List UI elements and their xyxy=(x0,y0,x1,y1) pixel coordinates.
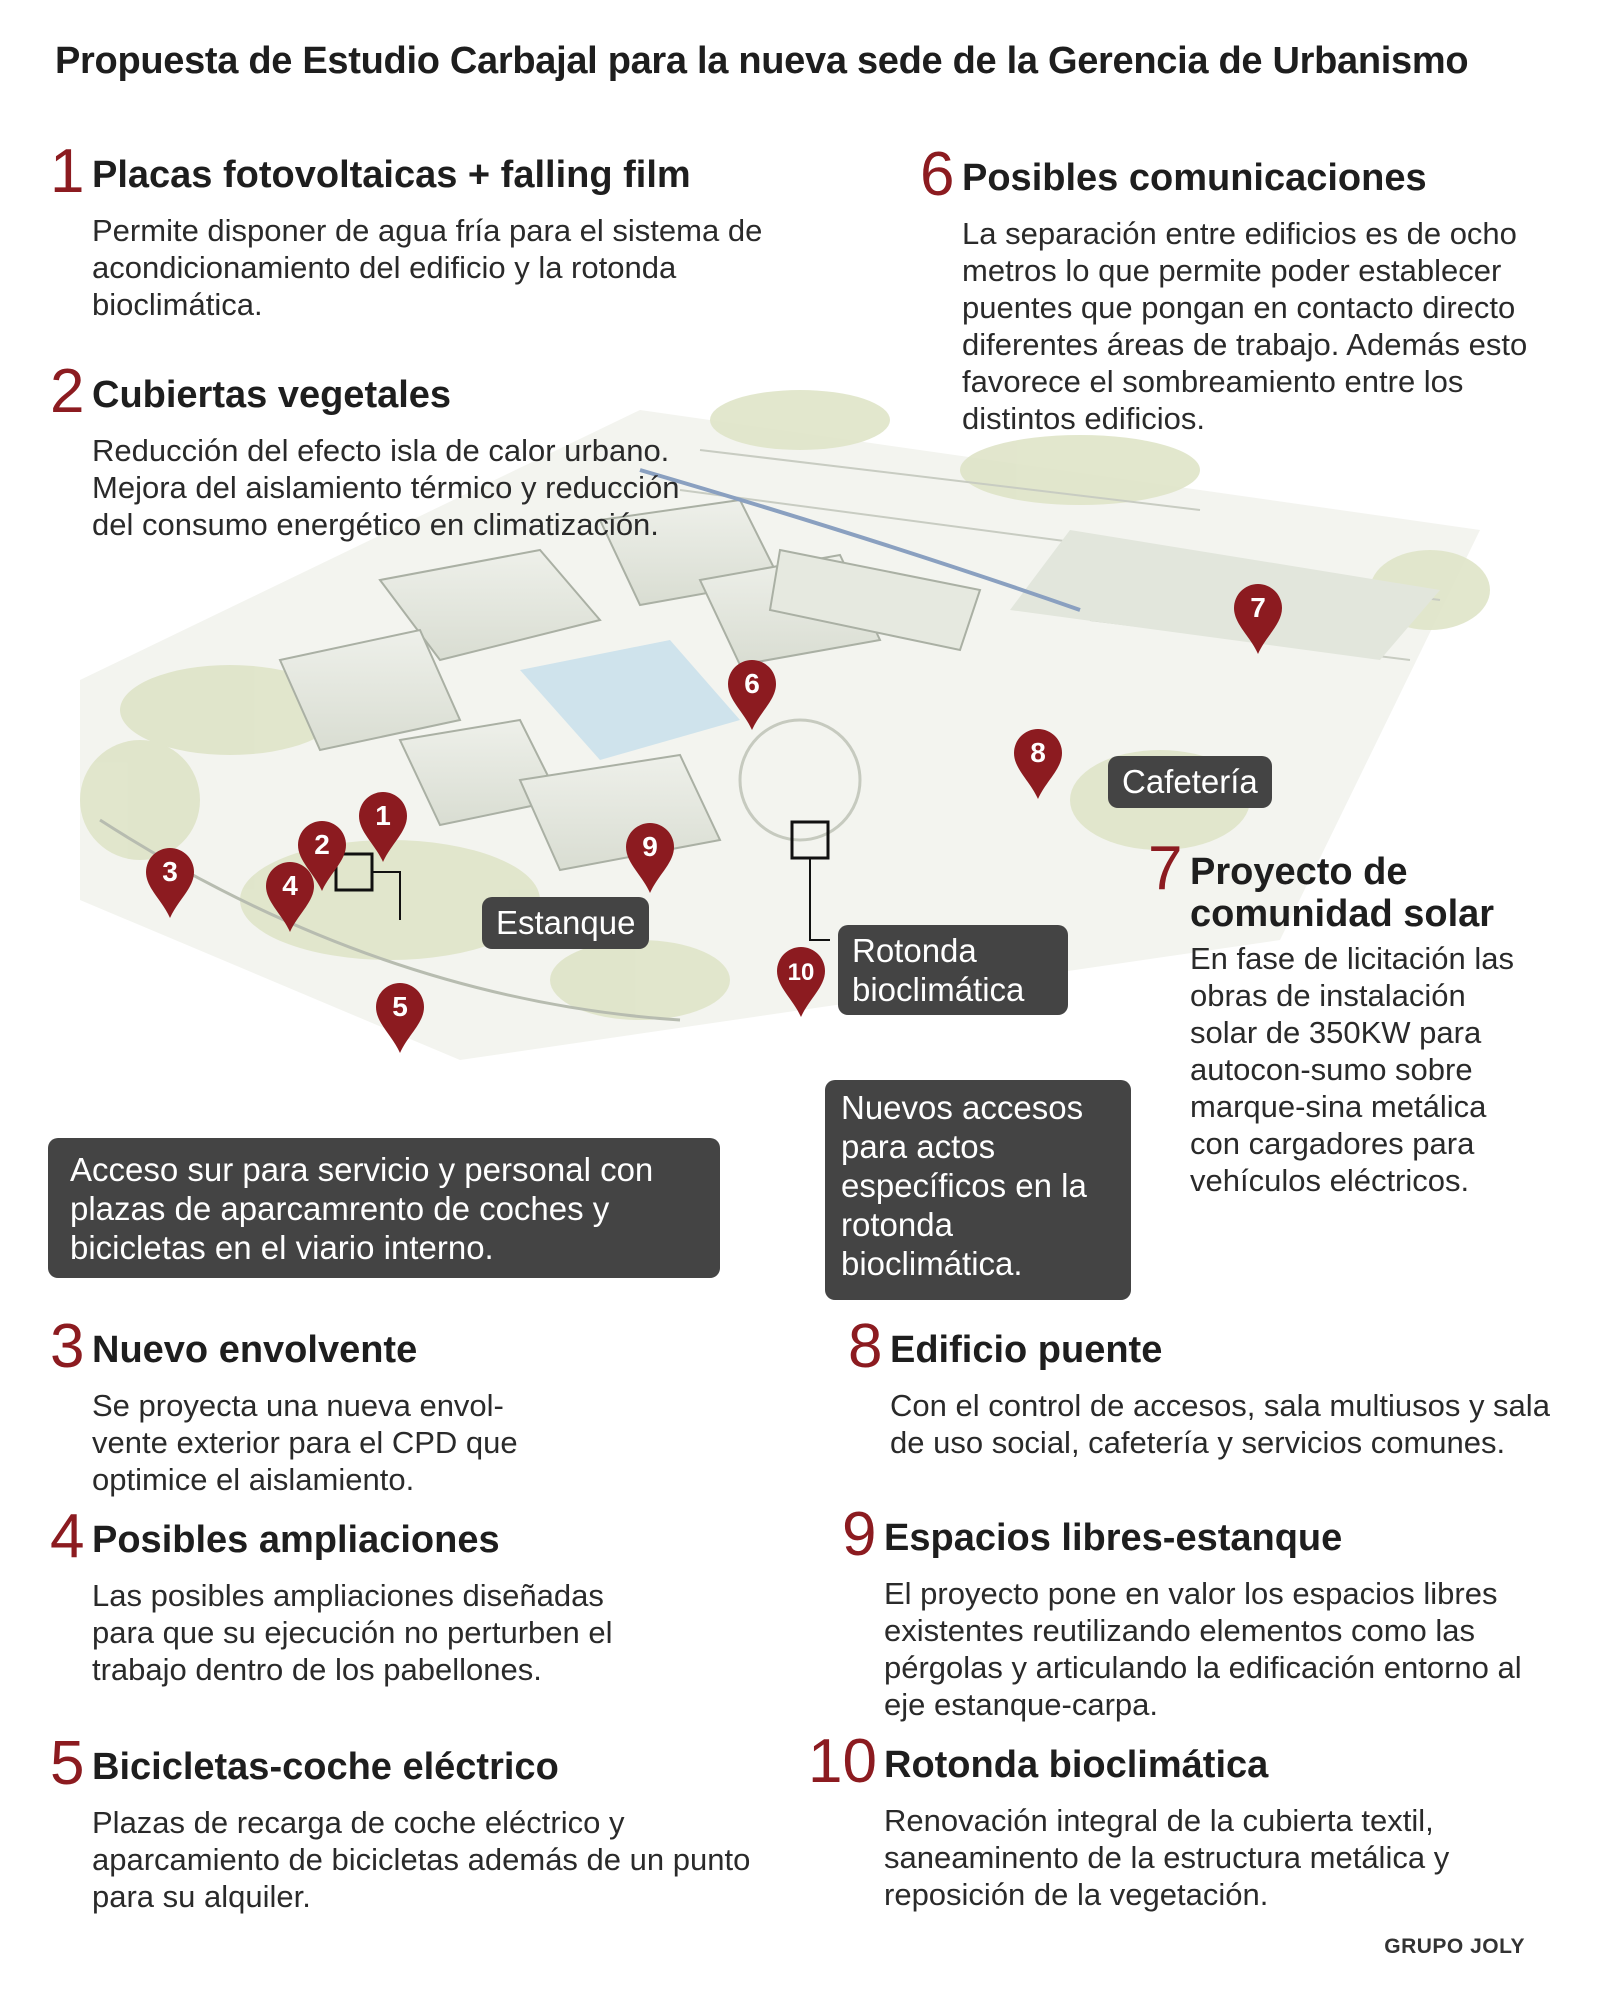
map-pin-label: 1 xyxy=(375,800,391,831)
nuevos-accesos-label: Nuevos accesos para actos específicos en la rotonda bioclimática. xyxy=(825,1080,1131,1300)
item-heading: Cubiertas vegetales xyxy=(92,374,452,416)
map-pin-9 xyxy=(626,823,674,893)
item-text: Se proyecta una nueva envol-vente exterior para el CPD que optimice el aislamiento. xyxy=(92,1388,518,1497)
map-pin-label: 3 xyxy=(162,856,178,887)
item-9 xyxy=(842,1500,1572,1722)
map-pin-label: 6 xyxy=(744,668,760,699)
map-pin-label: 8 xyxy=(1030,737,1046,768)
item-text: Con el control de accesos, sala multiusos y sala de uso social, cafetería y servicios comunes. xyxy=(890,1388,1550,1460)
map-pin-label: 4 xyxy=(282,870,298,901)
rotonda-label: Rotonda bioclimática xyxy=(838,925,1068,1015)
item-heading: Espacios libres-estanque xyxy=(884,1517,1343,1559)
credit: GRUPO JOLY xyxy=(1384,1935,1525,1958)
item-2 xyxy=(50,357,710,585)
item-text: El proyecto pone en valor los espacios libres existentes reutilizando elementos como las pérgolas y articulando la edificación entorno al eje estanque-carpa. xyxy=(884,1576,1522,1722)
map-pin-10 xyxy=(777,947,825,1017)
item-heading: Posibles comunicaciones xyxy=(962,157,1427,199)
page-title: Propuesta de Estudio Carbajal para la nueva sede de la Gerencia de Urbanismo xyxy=(55,40,1469,82)
item-heading: Edificio puente xyxy=(890,1329,1163,1371)
item-heading: Proyecto de comunidad solar xyxy=(1190,851,1495,935)
item-6 xyxy=(920,140,1540,478)
item-text: Permite disponer de agua fría para el sistema de acondicionamiento del edificio y la rotonda bioclimática. xyxy=(92,213,763,322)
item-heading: Placas fotovoltaicas + falling film xyxy=(92,154,691,196)
item-1 xyxy=(50,137,820,325)
item-heading: Rotonda bioclimática xyxy=(884,1744,1269,1786)
item-number: 1 xyxy=(50,137,85,206)
item-number: 6 xyxy=(920,140,955,209)
item-number: 8 xyxy=(848,1312,883,1381)
map-pin-6 xyxy=(728,660,776,730)
map-pin-7 xyxy=(1234,584,1282,654)
item-7 xyxy=(1148,834,1568,1252)
map-pin-8 xyxy=(1014,729,1062,799)
map-pin-label: 10 xyxy=(787,959,815,986)
item-heading: Posibles ampliaciones xyxy=(92,1519,500,1561)
map-pin-1 xyxy=(359,792,407,862)
item-text: Reducción del efecto isla de calor urbano. Mejora del aislamiento térmico y reducción del consumo energético en climatización. xyxy=(92,433,680,542)
item-3 xyxy=(50,1312,690,1497)
item-5 xyxy=(50,1729,770,1914)
item-text: Las posibles ampliaciones diseñadas para que su ejecución no perturben el trabajo dentro de los pabellones. xyxy=(92,1578,613,1687)
item-text: Plazas de recarga de coche eléctrico y aparcamiento de bicicletas además de un punto para su alquiler. xyxy=(92,1805,751,1914)
item-number: 2 xyxy=(50,357,85,426)
map-pin-4 xyxy=(266,862,314,932)
item-number: 7 xyxy=(1148,834,1183,903)
map-pin-label: 9 xyxy=(642,831,658,862)
item-number: 9 xyxy=(842,1500,877,1569)
item-number: 4 xyxy=(50,1502,85,1571)
item-4 xyxy=(50,1502,690,1720)
item-heading: Bicicletas-coche eléctrico xyxy=(92,1746,559,1788)
item-10 xyxy=(808,1727,1568,1912)
acceso-sur-label: Acceso sur para servicio y personal con plazas de aparcamrento de coches y bicicletas en el viario interno. xyxy=(48,1138,720,1278)
map-pin-label: 7 xyxy=(1250,592,1266,623)
map-pin-label: 2 xyxy=(314,829,330,860)
cafeteria-label: Cafetería xyxy=(1108,756,1272,808)
map-pin-3 xyxy=(146,848,194,918)
item-text: La separación entre edificios es de ocho metros lo que permite poder establecer puentes que pongan en contacto directo diferentes áreas de trabajo. Además esto favorece el sombreamiento entre los distintos edificios. xyxy=(962,216,1528,436)
estanque-label: Estanque xyxy=(482,897,649,949)
item-text: En fase de licitación las obras de instalación solar de 350KW para autocon-sumo sobre marque-sina metálica con cargadores para vehículos eléctricos. xyxy=(1190,941,1514,1198)
item-number: 10 xyxy=(808,1727,877,1796)
map-pin-5 xyxy=(376,983,424,1053)
item-number: 3 xyxy=(50,1312,85,1381)
map-pin-label: 5 xyxy=(392,991,408,1022)
item-8 xyxy=(848,1312,1568,1490)
item-number: 5 xyxy=(50,1729,85,1798)
item-heading: Nuevo envolvente xyxy=(92,1329,418,1371)
item-text: Renovación integral de la cubierta textil, saneaminento de la estructura metálica y reposición de la vegetación. xyxy=(884,1803,1450,1912)
